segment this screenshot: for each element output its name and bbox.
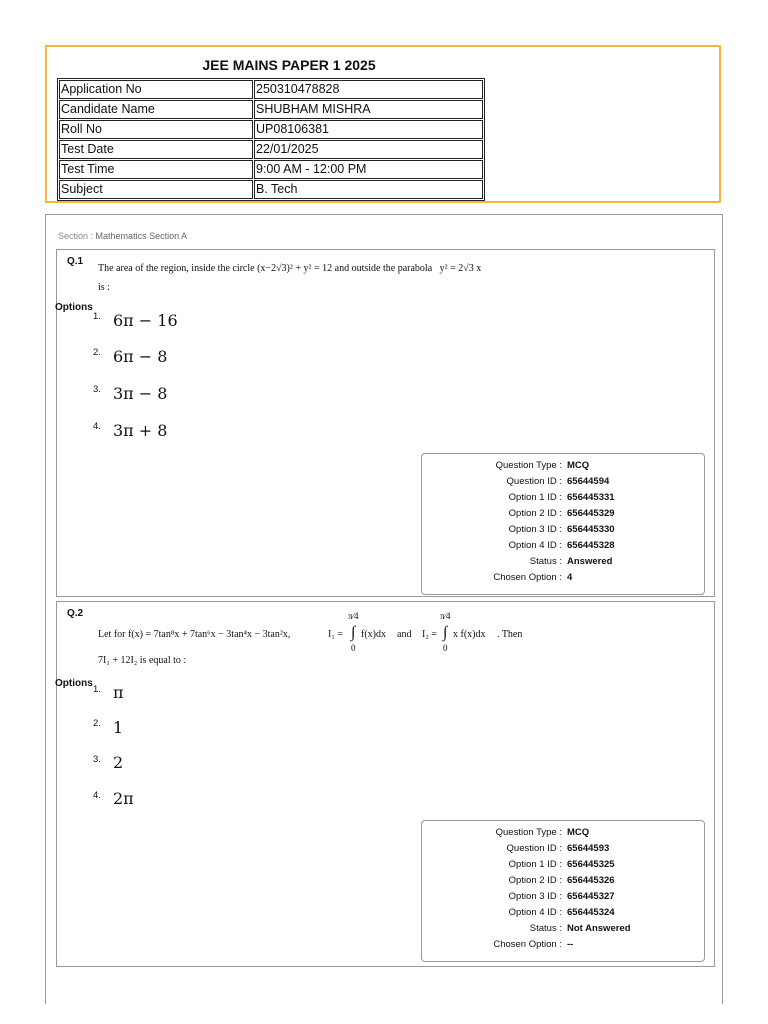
question-meta-box bbox=[421, 820, 705, 962]
meta-label: Option 2 ID : bbox=[508, 875, 562, 886]
option-value: 6π − 8 bbox=[113, 347, 168, 366]
meta-label: Status : bbox=[529, 923, 562, 934]
question-text-part: The area of the region, inside the circle bbox=[98, 263, 258, 274]
status-value: Answered bbox=[567, 556, 613, 567]
option-number: 4. bbox=[93, 421, 101, 432]
option-value: 6π − 16 bbox=[113, 311, 178, 330]
table-row bbox=[59, 80, 483, 99]
integral-i1-body: f(x)dx bbox=[361, 629, 386, 640]
question-text-end: 7I₁ + 12I₂ is equal to : bbox=[98, 655, 187, 666]
meta-value: MCQ bbox=[567, 460, 590, 471]
option-number: 1. bbox=[93, 311, 101, 322]
question-text-part: . Then bbox=[497, 629, 523, 640]
row-label: Application No bbox=[59, 80, 253, 99]
meta-label: Question ID : bbox=[506, 476, 562, 487]
meta-label: Chosen Option : bbox=[493, 572, 562, 583]
question-text-part: and outside the parabola bbox=[332, 263, 435, 274]
question-text-end: is : bbox=[98, 282, 110, 293]
meta-value: 656445330 bbox=[567, 524, 615, 535]
meta-row bbox=[422, 538, 704, 554]
meta-label: Question Type : bbox=[495, 460, 562, 471]
meta-value: 65644593 bbox=[567, 843, 610, 854]
meta-row bbox=[422, 889, 704, 905]
options-label: Options bbox=[55, 678, 93, 689]
option-value: π bbox=[113, 683, 124, 702]
table-row bbox=[59, 160, 483, 179]
meta-value: 656445327 bbox=[567, 891, 615, 902]
row-label: Test Date bbox=[59, 140, 253, 159]
integral-sign: ∫ bbox=[351, 624, 356, 641]
meta-row bbox=[422, 937, 704, 953]
meta-label: Chosen Option : bbox=[493, 939, 562, 950]
section-prefix: Section : bbox=[58, 231, 94, 241]
question-text-part: and bbox=[397, 629, 412, 640]
meta-value: 656445328 bbox=[567, 540, 615, 551]
integral-i1-label: I₁ = bbox=[328, 629, 343, 640]
meta-row bbox=[422, 825, 704, 841]
meta-label: Option 3 ID : bbox=[508, 524, 562, 535]
chosen-option-value: 4 bbox=[567, 572, 573, 583]
paper-title: JEE MAINS PAPER 1 2025 bbox=[202, 57, 376, 73]
row-label: Candidate Name bbox=[59, 100, 253, 119]
integral-sign: ∫ bbox=[443, 624, 448, 641]
meta-value: 656445324 bbox=[567, 907, 615, 918]
integral-lower-limit: 0 bbox=[351, 643, 356, 653]
meta-row bbox=[422, 857, 704, 873]
integral-lower-limit: 0 bbox=[443, 643, 448, 653]
integral-upper-limit: π⁄4 bbox=[348, 611, 359, 621]
integral-upper-limit: π⁄4 bbox=[440, 611, 451, 621]
status-value: Not Answered bbox=[567, 923, 631, 934]
question-meta-box bbox=[421, 453, 705, 595]
meta-label: Option 1 ID : bbox=[508, 859, 562, 870]
meta-row bbox=[422, 474, 704, 490]
option-number: 4. bbox=[93, 790, 101, 801]
integral-i2-label: I₂ = bbox=[422, 629, 437, 640]
row-value: SHUBHAM MISHRA bbox=[254, 100, 483, 119]
meta-row bbox=[422, 506, 704, 522]
option-number: 3. bbox=[93, 754, 101, 765]
option-value: 1 bbox=[113, 718, 124, 737]
question-panel bbox=[56, 601, 715, 967]
candidate-info-box bbox=[45, 45, 721, 203]
options-label: Options bbox=[55, 302, 93, 313]
row-label: Roll No bbox=[59, 120, 253, 139]
response-sheet bbox=[45, 214, 723, 1004]
row-label: Test Time bbox=[59, 160, 253, 179]
meta-value: 65644594 bbox=[567, 476, 610, 487]
chosen-option-value: -- bbox=[567, 939, 574, 950]
row-value: 250310478828 bbox=[254, 80, 483, 99]
meta-row bbox=[422, 490, 704, 506]
meta-label: Option 2 ID : bbox=[508, 508, 562, 519]
meta-row bbox=[422, 921, 704, 937]
integral-i2-body: x f(x)dx bbox=[453, 629, 486, 640]
meta-row bbox=[422, 841, 704, 857]
row-value: 22/01/2025 bbox=[254, 140, 483, 159]
option-value: 3π − 8 bbox=[113, 384, 168, 403]
row-label: Subject bbox=[59, 180, 253, 199]
option-number: 1. bbox=[93, 684, 101, 695]
meta-label: Option 4 ID : bbox=[508, 540, 562, 551]
option-number: 2. bbox=[93, 347, 101, 358]
question-text: Let for f(x) = 7tan⁸x + 7tan⁶x − 3tan⁴x − 3tan²x, bbox=[98, 629, 291, 640]
section-name: Mathematics Section A bbox=[95, 231, 188, 241]
question-number: Q.1 bbox=[67, 256, 84, 267]
meta-value: MCQ bbox=[567, 827, 590, 838]
table-row bbox=[59, 100, 483, 119]
option-value: 2 bbox=[113, 753, 124, 772]
row-value: B. Tech bbox=[254, 180, 483, 199]
row-value: 9:00 AM - 12:00 PM bbox=[254, 160, 483, 179]
candidate-info-table bbox=[57, 78, 485, 201]
meta-row bbox=[422, 522, 704, 538]
meta-row bbox=[422, 905, 704, 921]
meta-row bbox=[422, 873, 704, 889]
meta-value: 656445325 bbox=[567, 859, 615, 870]
option-number: 2. bbox=[93, 718, 101, 729]
meta-row bbox=[422, 458, 704, 474]
meta-row bbox=[422, 554, 704, 570]
table-row bbox=[59, 180, 483, 199]
meta-row bbox=[422, 570, 704, 586]
meta-label: Option 3 ID : bbox=[508, 891, 562, 902]
table-row bbox=[59, 120, 483, 139]
meta-label: Status : bbox=[529, 556, 562, 567]
row-value: UP08106381 bbox=[254, 120, 483, 139]
parabola-equation: y² = 2√3 x bbox=[439, 263, 482, 274]
meta-label: Question Type : bbox=[495, 827, 562, 838]
circle-equation: (x−2√3)² + y² = 12 bbox=[257, 263, 333, 274]
meta-value: 656445329 bbox=[567, 508, 615, 519]
meta-label: Option 1 ID : bbox=[508, 492, 562, 503]
question-number: Q.2 bbox=[67, 608, 84, 619]
meta-label: Question ID : bbox=[506, 843, 562, 854]
meta-value: 656445331 bbox=[567, 492, 615, 503]
table-row bbox=[59, 140, 483, 159]
section-label bbox=[58, 231, 187, 241]
meta-label: Option 4 ID : bbox=[508, 907, 562, 918]
question-panel bbox=[56, 249, 715, 597]
option-value: 3π + 8 bbox=[113, 421, 168, 440]
meta-value: 656445326 bbox=[567, 875, 615, 886]
option-value: 2π bbox=[113, 789, 134, 808]
option-number: 3. bbox=[93, 384, 101, 395]
question-text bbox=[98, 263, 481, 274]
